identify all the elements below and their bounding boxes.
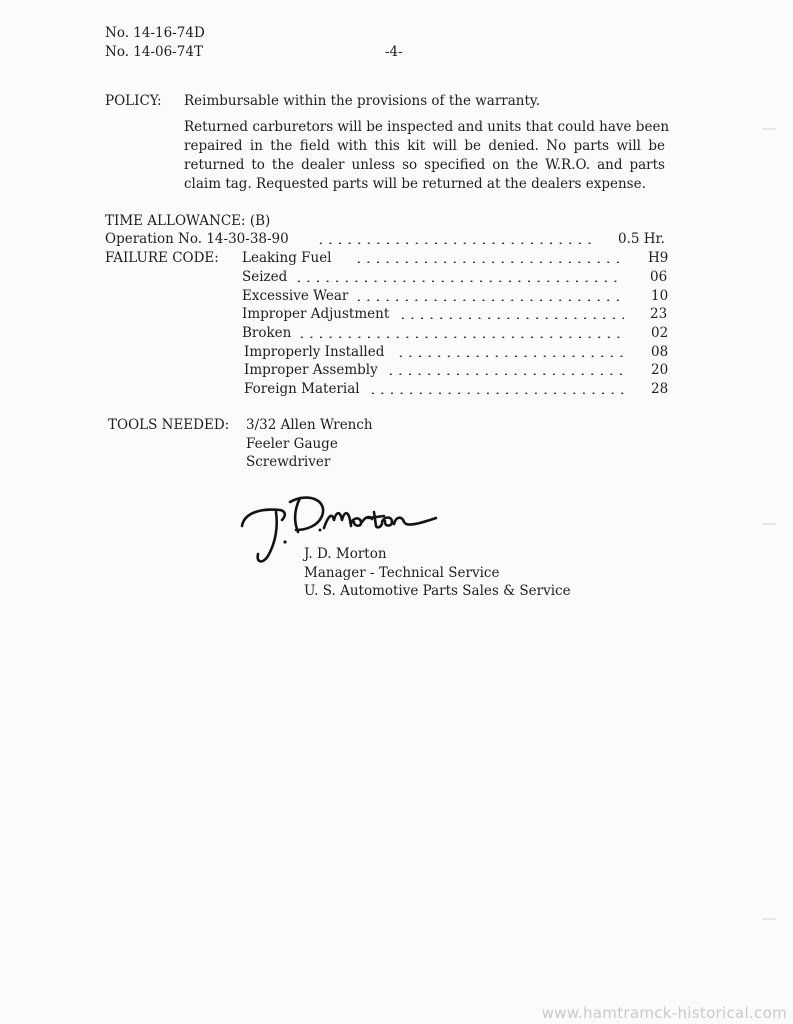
failure-item-code: 06 (650, 269, 668, 285)
policy-line: returned to the dealer unless so specified on the W.R.O. and parts (184, 157, 665, 173)
failure-item-name: Broken (242, 325, 292, 341)
leader-dots (297, 336, 624, 338)
signatory-organization: U. S. Automotive Parts Sales & Service (304, 583, 571, 599)
leader-dots (386, 373, 624, 375)
binder-hole-mark (762, 523, 776, 525)
policy-paragraph (184, 118, 670, 194)
leader-dots (396, 355, 624, 357)
operation-number: Operation No. 14-30-38-90 (105, 231, 289, 247)
signatory-title: Manager - Technical Service (304, 565, 500, 581)
failure-item-name: Improper Adjustment (242, 306, 390, 322)
tool-item: Feeler Gauge (246, 436, 338, 452)
doc-number-1: No. 14-16-74D (105, 25, 205, 41)
leader-dots (354, 261, 624, 263)
failure-item-code: 20 (651, 362, 669, 378)
failure-item-code: 28 (651, 381, 669, 397)
failure-item-name: Leaking Fuel (242, 250, 332, 266)
leader-dots (316, 242, 592, 244)
failure-item-name: Seized (242, 269, 288, 285)
failure-item-name: Excessive Wear (242, 288, 349, 304)
failure-item-code: H9 (648, 250, 669, 266)
failure-item-name: Foreign Material (244, 381, 360, 397)
doc-number-2: No. 14-06-74T (105, 44, 203, 60)
policy-line: repaired in the field with this kit will be denied. No parts will be (184, 138, 665, 154)
binder-hole-mark (762, 918, 776, 920)
tool-item: 3/32 Allen Wrench (246, 417, 373, 433)
failure-item-name: Improperly Installed (244, 344, 385, 360)
signatory-name: J. D. Morton (304, 546, 387, 562)
failure-item-code: 10 (651, 288, 669, 304)
leader-dots (294, 280, 624, 282)
policy-line: claim tag. Requested parts will be returned at the dealers expense. (184, 176, 646, 192)
failure-item-name: Improper Assembly (244, 362, 378, 378)
leader-dots (354, 299, 624, 301)
watermark-text: www.hamtramck-historical.com (541, 1004, 787, 1022)
tools-label: TOOLS NEEDED: (108, 417, 230, 433)
leader-dots (398, 317, 624, 319)
binder-hole-mark (762, 128, 776, 130)
policy-line: Returned carburetors will be inspected and units that could have been (184, 119, 670, 135)
failure-code-label: FAILURE CODE: (105, 250, 219, 266)
page-number: -4- (385, 44, 403, 60)
tool-item: Screwdriver (246, 454, 331, 470)
failure-item-code: 08 (651, 344, 669, 360)
policy-summary: Reimbursable within the provisions of the warranty. (184, 93, 541, 109)
time-allowance-label: TIME ALLOWANCE: (B) (105, 213, 271, 229)
leader-dots (368, 392, 624, 394)
failure-item-code: 23 (650, 306, 668, 322)
policy-label: POLICY: (105, 93, 162, 109)
failure-item-code: 02 (651, 325, 669, 341)
operation-hours: 0.5 Hr. (618, 231, 665, 247)
